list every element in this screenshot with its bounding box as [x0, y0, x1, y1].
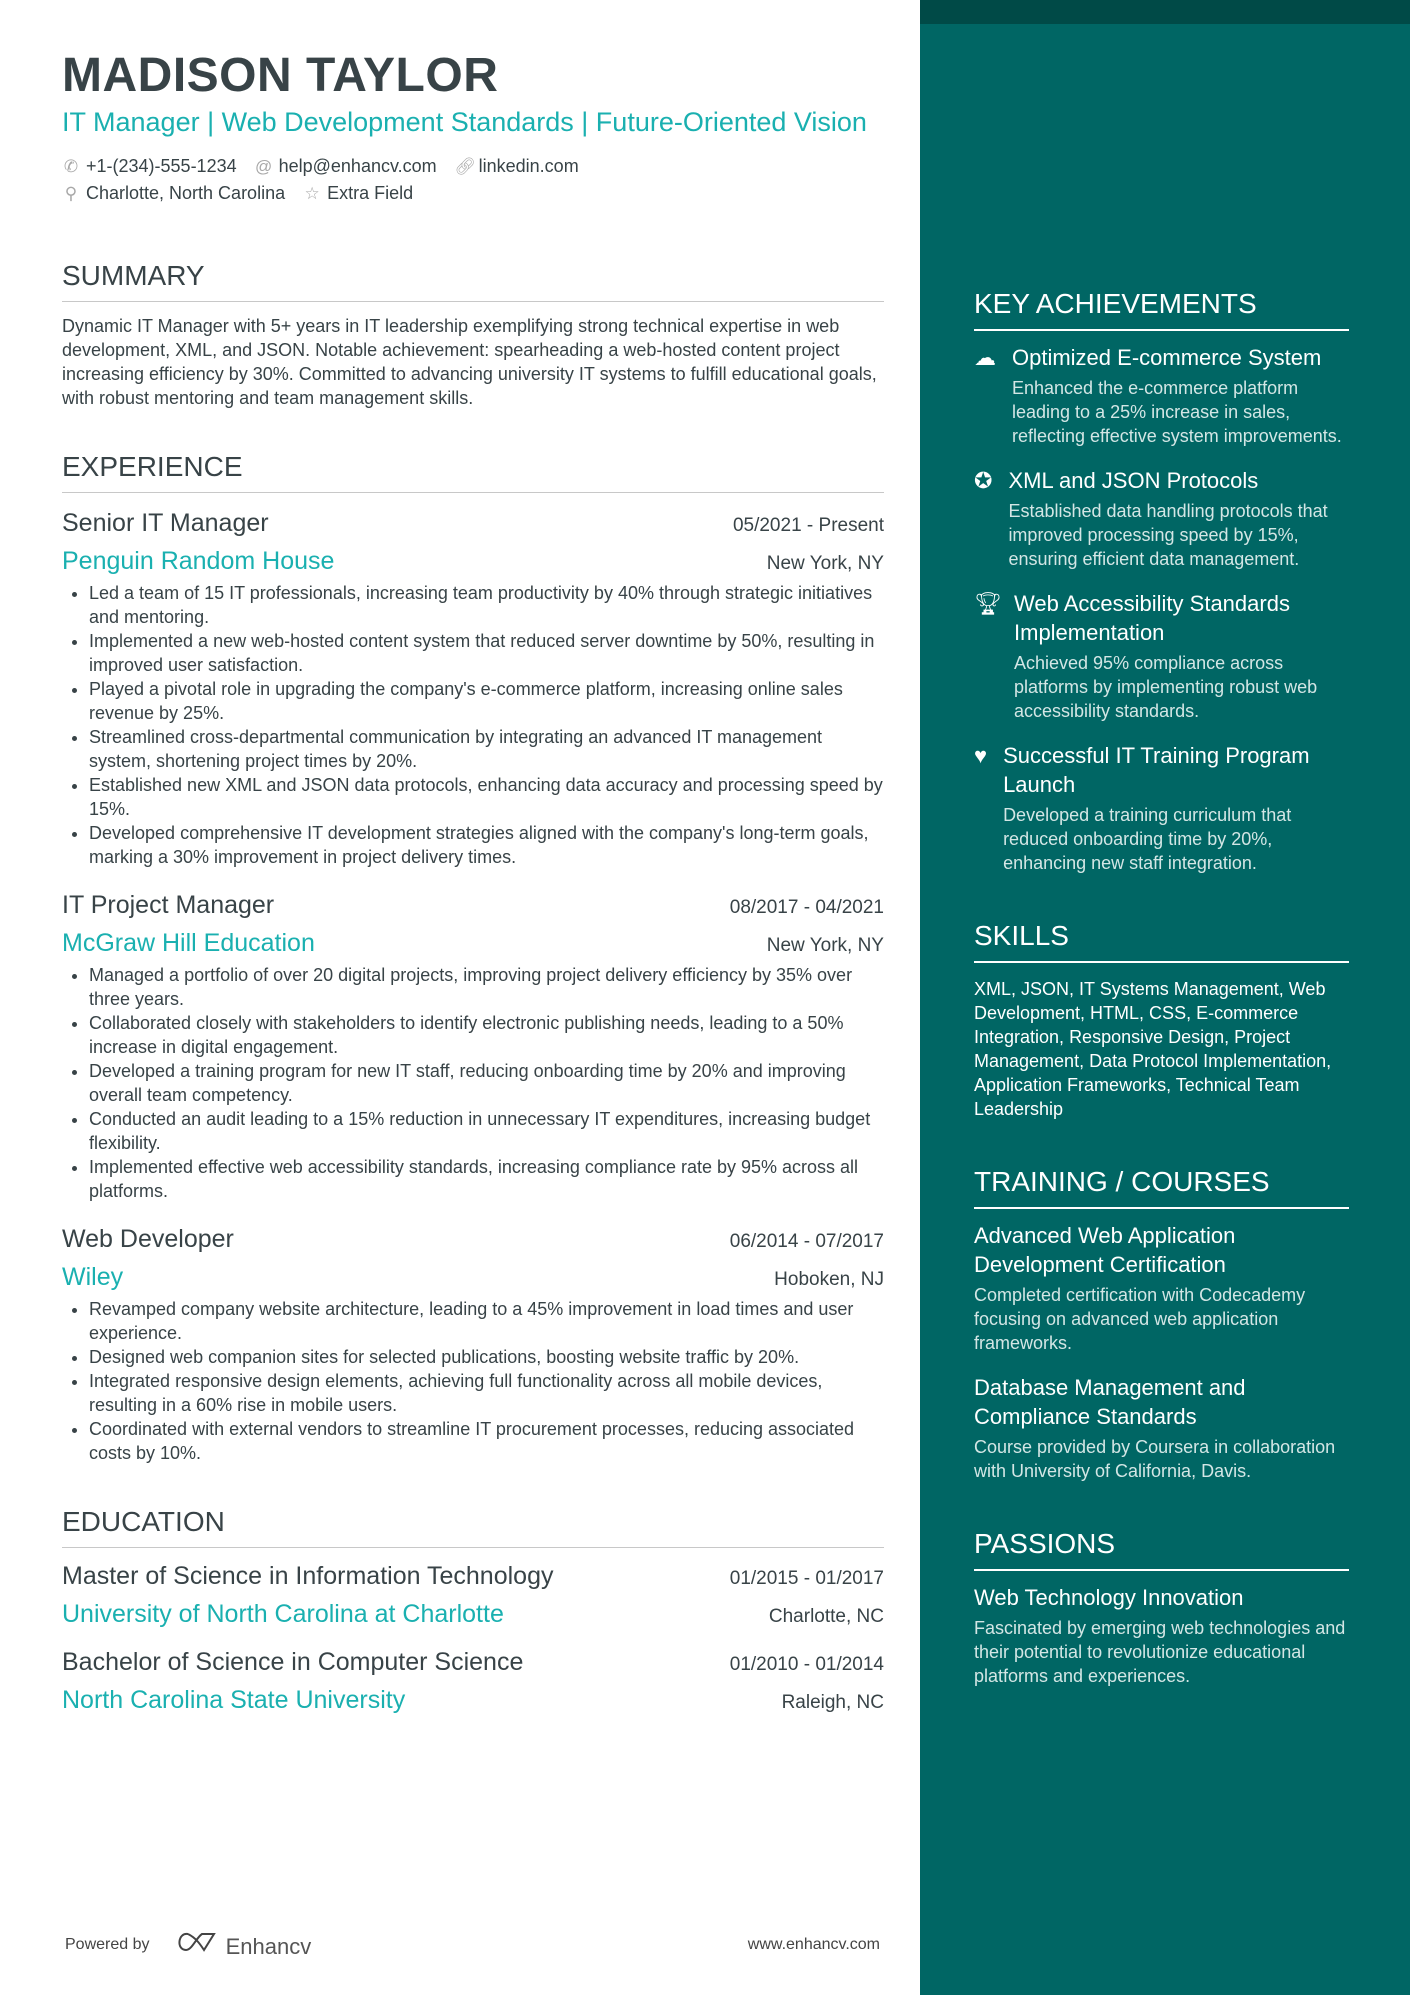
- course-item: [974, 1221, 1349, 1355]
- phone: +1-(234)-555-1234: [86, 156, 237, 176]
- candidate-name: MADISON TAYLOR: [62, 49, 499, 102]
- email[interactable]: help@enhancv.com: [278, 156, 437, 176]
- job-bullet: • Implemented effective web accessibility standards, increasing compliance rate by 95% across all platforms.: [89, 1155, 884, 1203]
- course-title: Advanced Web Application Development Certification: [974, 1223, 1236, 1277]
- linkedin[interactable]: linkedin.com: [478, 156, 579, 176]
- edu-dates: 01/2015 - 01/2017: [729, 1568, 884, 1589]
- edu-location: Charlotte, NC: [768, 1606, 884, 1627]
- achievement-title: XML and JSON Protocols: [1008, 468, 1259, 493]
- candidate-title: IT Manager | Web Development Standards | Future-Oriented Vision: [62, 107, 867, 137]
- star-icon: ☆: [304, 184, 320, 203]
- achievement-desc: Achieved 95% compliance across platforms by implementing robust web accessibility standards.: [1014, 653, 1318, 721]
- school: University of North Carolina at Charlotte: [62, 1600, 504, 1628]
- company-name: McGraw Hill Education: [62, 929, 315, 957]
- achievement-title: Web Accessibility Standards Implementation: [1014, 591, 1290, 645]
- heart-icon: ♥: [974, 743, 988, 768]
- training-list: [974, 1221, 1349, 1483]
- company-name: Penguin Random House: [62, 547, 335, 575]
- job-title: Senior IT Manager: [62, 509, 269, 537]
- job-bullet: • Revamped company website architecture, leading to a 45% improvement in load times and user experience.: [89, 1297, 884, 1345]
- summary-text: Dynamic IT Manager with 5+ years in IT leadership exemplifying strong technical expertise in web development, XML, and JSON. Notable achievement: spearheading a web-hosted content project increasing efficiency by 30%. Committed to advancing university IT systems to fulfill educational goals, with robust mentoring and team management skills.: [62, 316, 877, 408]
- achievement-desc: Enhanced the e-commerce platform leading to a 25% increase in sales, reflecting effective system improvements.: [1012, 378, 1342, 446]
- website-link[interactable]: www.enhancv.com: [747, 1936, 880, 1953]
- education-list: [62, 1560, 884, 1716]
- enhancv-logo[interactable]: [174, 1930, 312, 1960]
- job-bullet: • Managed a portfolio of over 20 digital projects, improving project delivery efficiency by 35% over three years.: [89, 963, 884, 1011]
- training-heading: TRAINING / COURSES: [974, 1165, 1349, 1209]
- job-location: New York, NY: [766, 553, 884, 574]
- job-bullet: • Led a team of 15 IT professionals, increasing team productivity by 40% through strategic initiatives and mentoring.: [89, 581, 884, 629]
- education-entry: [62, 1560, 884, 1630]
- achievements-list: [974, 343, 1349, 875]
- job-bullet: • Collaborated closely with stakeholders to identify electronic publishing needs, leading to a 50% increase in digital engagement.: [89, 1011, 884, 1059]
- achievement-item: [974, 589, 1349, 723]
- sidebar: [920, 0, 1410, 1995]
- education-heading: EDUCATION: [62, 1505, 884, 1548]
- location: Charlotte, North Carolina: [86, 183, 286, 203]
- job-dates: 05/2021 - Present: [732, 515, 884, 536]
- job-bullet: • Streamlined cross-departmental communication by integrating an advanced IT management system, shortening project times by 20%.: [89, 725, 884, 773]
- job-bullet: • Developed a training program for new IT staff, reducing onboarding time by 20% and improving overall team competency.: [89, 1059, 884, 1107]
- experience-heading: EXPERIENCE: [62, 450, 884, 493]
- job-bullets: [62, 1297, 884, 1465]
- job-title: Web Developer: [62, 1225, 234, 1253]
- brand-name: Enhancv: [225, 1934, 312, 1959]
- main-column: [62, 48, 884, 1716]
- location-pin-icon: ⚲: [64, 184, 78, 203]
- degree: Bachelor of Science in Computer Science: [62, 1648, 524, 1676]
- course-desc: Completed certification with Codecademy focusing on advanced web application frameworks.: [974, 1285, 1306, 1353]
- phone-icon: ✆: [63, 157, 79, 176]
- summary-heading: SUMMARY: [62, 259, 884, 302]
- company-name: Wiley: [62, 1263, 124, 1291]
- job-location: New York, NY: [766, 935, 884, 956]
- job-bullet: • Coordinated with external vendors to streamline IT procurement processes, reducing associated costs by 10%.: [89, 1417, 884, 1465]
- trophy-icon: 🏆︎: [974, 591, 1002, 616]
- degree: Master of Science in Information Technology: [62, 1562, 554, 1590]
- job-entry: [62, 507, 884, 869]
- skills-text: XML, JSON, IT Systems Management, Web Development, HTML, CSS, E-commerce Integration, Responsive Design, Project Management, Data Protocol Implementation, Application Frameworks, Technical Team Leadership: [974, 979, 1332, 1119]
- passion-title: Web Technology Innovation: [974, 1585, 1244, 1610]
- contact-info: [62, 153, 884, 207]
- achievement-desc: Developed a training curriculum that reduced onboarding time by 20%, enhancing new staff integration.: [1003, 805, 1292, 873]
- job-bullet: • Implemented a new web-hosted content system that reduced server downtime by 50%, resulting in improved user satisfaction.: [89, 629, 884, 677]
- job-entry: [62, 889, 884, 1203]
- course-item: [974, 1373, 1349, 1483]
- course-desc: Course provided by Coursera in collaboration with University of California, Davis.: [974, 1437, 1336, 1481]
- footer: [65, 1930, 880, 1960]
- link-icon: 🔗︎: [454, 157, 477, 176]
- job-bullet: • Established new XML and JSON data protocols, enhancing data accuracy and processing speed by 15%.: [89, 773, 884, 821]
- job-dates: 06/2014 - 07/2017: [729, 1231, 884, 1252]
- job-dates: 08/2017 - 04/2021: [729, 897, 884, 918]
- achievement-item: [974, 741, 1349, 875]
- skills-heading: SKILLS: [974, 919, 1349, 963]
- passions-list: [974, 1583, 1349, 1688]
- experience-list: [62, 507, 884, 1465]
- award-icon: ✪: [974, 468, 993, 493]
- passion-desc: Fascinated by emerging web technologies and their potential to revolutionize educational platforms and experiences.: [974, 1618, 1346, 1686]
- job-bullets: [62, 581, 884, 869]
- job-bullet: • Played a pivotal role in upgrading the company's e-commerce platform, increasing online sales revenue by 25%.: [89, 677, 884, 725]
- course-title: Database Management and Compliance Standards: [974, 1375, 1246, 1429]
- achievement-desc: Established data handling protocols that improved processing speed by 15%, ensuring efficient data management.: [1008, 501, 1328, 569]
- brain-icon: ☁: [974, 345, 996, 370]
- education-entry: [62, 1646, 884, 1716]
- extra-field: Extra Field: [327, 183, 414, 203]
- achievement-title: Successful IT Training Program Launch: [1003, 743, 1310, 797]
- edu-location: Raleigh, NC: [781, 1692, 884, 1713]
- job-entry: [62, 1223, 884, 1465]
- job-bullet: • Integrated responsive design elements, achieving full functionality across all mobile devices, resulting in a 60% rise in mobile users.: [89, 1369, 884, 1417]
- edu-dates: 01/2010 - 01/2014: [729, 1654, 884, 1675]
- job-bullets: [62, 963, 884, 1203]
- achievement-title: Optimized E-commerce System: [1012, 345, 1322, 370]
- school: North Carolina State University: [62, 1686, 406, 1714]
- job-bullet: • Designed web companion sites for selected publications, boosting website traffic by 20%.: [89, 1345, 884, 1369]
- job-title: IT Project Manager: [62, 891, 275, 919]
- enhancv-logo-icon: [174, 1930, 220, 1954]
- achievements-heading: KEY ACHIEVEMENTS: [974, 287, 1349, 331]
- achievement-item: [974, 466, 1349, 571]
- passions-heading: PASSIONS: [974, 1527, 1349, 1571]
- passion-item: [974, 1583, 1349, 1688]
- job-location: Hoboken, NJ: [774, 1269, 884, 1290]
- job-bullet: • Conducted an audit leading to a 15% reduction in unnecessary IT expenditures, increasing budget flexibility.: [89, 1107, 884, 1155]
- achievement-item: [974, 343, 1349, 448]
- at-icon: @: [254, 157, 273, 176]
- job-bullet: • Developed comprehensive IT development strategies aligned with the company's long-term goals, marking a 30% improvement in project delivery times.: [89, 821, 884, 869]
- powered-by: Powered by: [65, 1936, 150, 1953]
